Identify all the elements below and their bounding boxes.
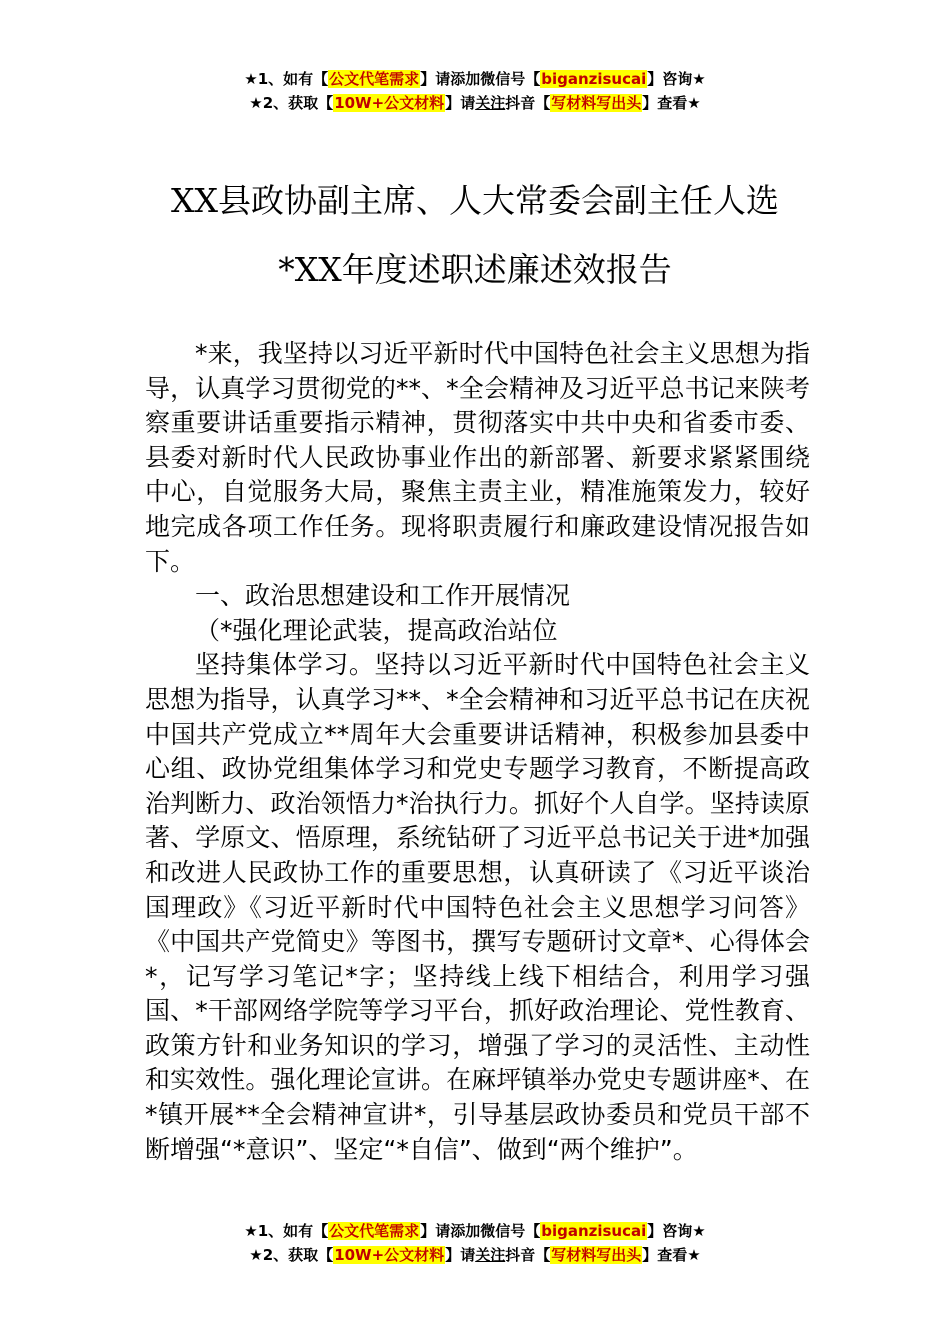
document-body: [145, 337, 810, 1167]
promo-text: ★2、获取【: [249, 94, 334, 112]
promo-text: 】咨询★: [647, 1222, 706, 1240]
promo-highlight: 10W+公文材料: [334, 94, 445, 112]
promo-text: 】查看★: [642, 1246, 701, 1264]
promo-text: ★1、如有【: [244, 70, 329, 88]
promo-text: 抖音【: [505, 1246, 551, 1264]
promo-text: 】请添加微信号【: [420, 1222, 541, 1240]
promo-banner-bottom: [0, 1219, 950, 1267]
promo-text: 】请: [445, 94, 476, 112]
promo-highlight: 写材料写出头: [551, 94, 642, 112]
promo-text: 抖音【: [505, 94, 551, 112]
promo-line-1: [0, 1219, 950, 1243]
promo-text: 】查看★: [642, 94, 701, 112]
promo-underline: 关注: [475, 94, 506, 112]
document-title-line-2: *XX年度述职述廉述效报告: [278, 250, 672, 289]
promo-text: 】咨询★: [647, 70, 706, 88]
promo-text: ★1、如有【: [244, 1222, 329, 1240]
promo-line-2: [0, 1243, 950, 1267]
section-heading: 一、政治思想建设和工作开展情况: [195, 581, 571, 611]
promo-banner-top: [0, 67, 950, 115]
promo-highlight: biganzisucai: [541, 1222, 647, 1240]
promo-text: 】请: [445, 1246, 476, 1264]
promo-highlight: 10W+公文材料: [334, 1246, 445, 1264]
promo-highlight: 公文代笔需求: [329, 1222, 420, 1240]
promo-line-1: [0, 67, 950, 91]
promo-text: ★2、获取【: [249, 1246, 334, 1264]
document-title-line-1: XX县政协副主席、人大常委会副主任人选: [171, 181, 779, 220]
subsection-heading: （*强化理论武装，提高政治站位: [195, 615, 558, 645]
body-paragraph-intro: *来，我坚持以习近平新时代中国特色社会主义思想为指导，认真学习贯彻党的**、*全会精神及习近平总书记来陕考察重要讲话重要指示精神，贯彻落实中共中央和省委市委、县委对新时代人民政协事业作出的新部署、新要求紧紧围绕中心，自觉服务大局，聚焦主责主业，精准施策发力，较好地完成各项工作任务。现将职责履行和廉政建设情况报告如下。: [145, 339, 810, 576]
promo-line-2: [0, 91, 950, 115]
promo-underline: 关注: [475, 1246, 506, 1264]
promo-highlight: 公文代笔需求: [329, 70, 420, 88]
promo-highlight: 写材料写出头: [551, 1246, 642, 1264]
promo-highlight: biganzisucai: [541, 70, 647, 88]
body-paragraph-study: 坚持集体学习。坚持以习近平新时代中国特色社会主义思想为指导，认真学习**、*全会精神和习近平总书记在庆祝中国共产党成立**周年大会重要讲话精神，积极参加县委中心组、政协党组集体学习和党史专题学习教育，不断提高政治判断力、政治领悟力*治执行力。抓好个人自学。坚持读原著、学原文、悟原理，系统钻研了习近平总书记关于进*加强和改进人民政协工作的重要思想，认真研读了《习近平谈治国理政》《习近平新时代中国特色社会主义思想学习问答》《中国共产党简史》等图书，撰写专题研讨文章*、心得体会*，记写学习笔记*字；坚持线上线下相结合，利用学习强国、*干部网络学院等学习平台，抓好政治理论、党性教育、政策方针和业务知识的学习，增强了学习的灵活性、主动性和实效性。强化理论宣讲。在麻坪镇举办党史专题讲座*、在*镇开展**全会精神宣讲*，引导基层政协委员和党员干部不断增强“*意识”、坚定“*自信”、做到“两个维护”。: [145, 650, 810, 1164]
promo-text: 】请添加微信号【: [420, 70, 541, 88]
